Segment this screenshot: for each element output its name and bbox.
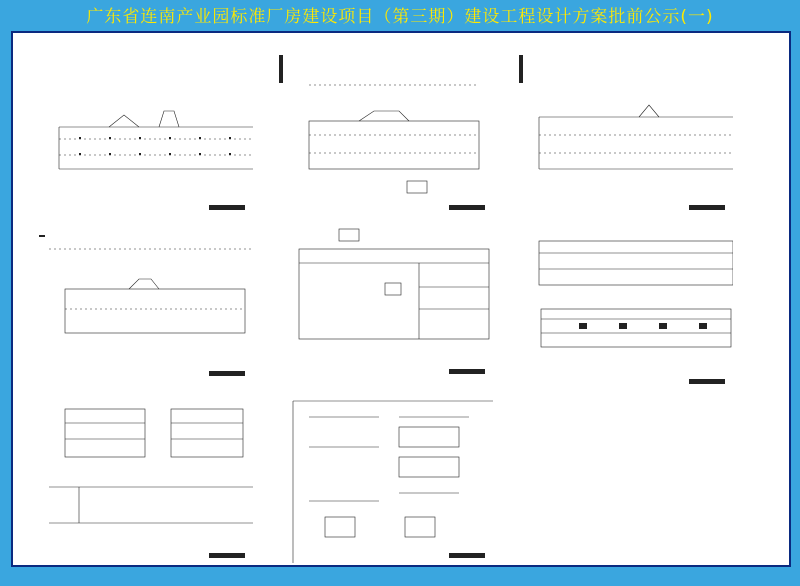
floor-plan-sheet-4[interactable] [39,229,253,379]
elevation-drawing [519,219,733,389]
floor-plan-drawing [39,229,253,379]
detail-sheet-8[interactable] [289,397,493,563]
floor-plan-sheet-3[interactable] [519,45,733,215]
floor-plan-drawing [39,45,253,215]
site-plan-drawing [279,219,493,379]
drawing-board [11,31,791,567]
section-drawing [39,393,253,563]
floor-plan-drawing [279,45,493,215]
page-title: 广东省连南产业园标准厂房建设项目（第三期）建设工程设计方案批前公示(一) [86,7,714,27]
floor-plan-drawing [519,45,733,215]
detail-drawing [289,397,493,563]
section-sheet-7[interactable] [39,393,253,563]
site-plan-sheet-5[interactable] [279,219,493,379]
floor-plan-sheet-2[interactable] [279,45,493,215]
floor-plan-sheet-1[interactable] [39,45,253,215]
elevation-sheet-6[interactable] [519,219,733,389]
